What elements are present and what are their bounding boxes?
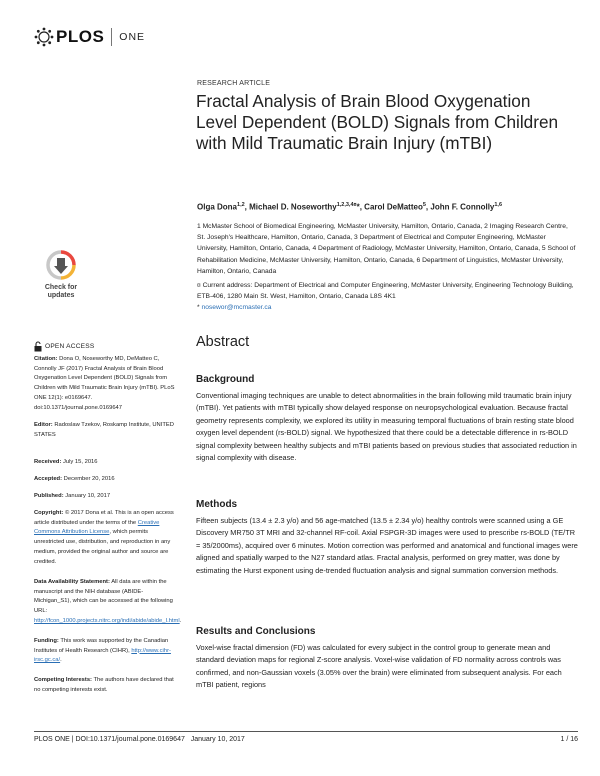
data-availability-label: Data Availability Statement: xyxy=(34,579,110,585)
citation-label: Citation: xyxy=(34,356,58,362)
current-address xyxy=(197,280,577,313)
background-heading: Background xyxy=(196,374,255,385)
check-for-updates-icon xyxy=(46,250,76,282)
author-sup: 1,2,3,4¤ xyxy=(336,202,357,208)
data-availability-end: . xyxy=(179,617,182,624)
footer-citation: PLOS ONE | DOI:10.1371/journal.pone.0169647 January 10, 2017 xyxy=(34,736,245,743)
background-paragraph: Conventional imaging techniques are unable to detect abnormalities in the brain following mild traumatic brain injury (mTBI). Yet patients with mTBI typically show delayed response on neuropsychological evaluation. Because fractal geometry represents complexity, we explored its utility in measuring temporal fluctuations of brain resting state blood oxygen level dependent (rs-BOLD) signal. We hypothesized that there could be a detectable difference in rs-BOLD signal complexity between healthy subjects and mTBI patients based on previous studies that associated reduction in signal complexity with disease. xyxy=(196,391,577,463)
open-lock-icon xyxy=(34,341,42,352)
open-access-text: OPEN ACCESS xyxy=(45,343,95,350)
data-availability-block xyxy=(34,578,182,627)
footer-divider xyxy=(34,731,578,732)
logo-text: PLOS xyxy=(56,27,105,46)
funding-label: Funding: xyxy=(34,638,59,644)
funding-text: This work was supported by the Canadian Institutes of Health Research (CIHR), xyxy=(34,638,169,654)
copyright-block xyxy=(34,509,179,567)
author-name: John F. Connolly xyxy=(430,202,495,212)
editor-block xyxy=(34,421,179,440)
plos-one-logo xyxy=(34,26,145,48)
citation-block xyxy=(34,355,179,413)
abstract-heading: Abstract xyxy=(196,334,250,350)
current-address-text: ¤ Current address: Department of Electrical and Computer Engineering, McMaster University, Engineering Technology Building, ETB-406, 1280 Main St. West, Hamilton, Ontario, Canada L8S 4K1 xyxy=(197,282,574,300)
received-date: July 15, 2016 xyxy=(63,459,98,465)
cihr-link[interactable]: http://www.cihr-irsc.gc.ca/ xyxy=(34,647,171,664)
published-label: Published: xyxy=(34,493,64,499)
open-access-label xyxy=(34,341,94,352)
editor-label: Editor: xyxy=(34,422,53,428)
author-corresponding: * xyxy=(356,202,360,212)
check-for-updates-label xyxy=(45,284,77,300)
logo-journal: ONE xyxy=(119,31,146,43)
corresponding-email-line xyxy=(197,302,577,313)
page-number: 1 / 16 xyxy=(560,736,578,743)
funding-block xyxy=(34,637,179,666)
funding-end: . xyxy=(60,657,62,664)
check-for-updates-badge[interactable] xyxy=(37,250,85,308)
author-sep: , xyxy=(244,202,250,212)
author-sep: , xyxy=(359,202,365,212)
data-url-link[interactable]: http://fcon_1000.projects.nitrc.org/indi/abide/abide_I.html xyxy=(34,617,180,624)
published-date: January 10, 2017 xyxy=(65,493,111,499)
copyright-text-end: , which permits unrestricted use, distribution, and reproduction in any medium, provided the original author and source are credited. xyxy=(34,529,171,565)
affiliations: 1 McMaster School of Biomedical Engineering, McMaster University, Hamilton, Ontario, Canada, 2 Imaging Research Centre, St. Joseph's Healthcare, Hamilton, Ontario, Canada, 3 Department of Electrical and Computer Engineering, McMaster University, Hamilton, Ontario, Canada, 4 Department of Radiology, McMaster University, Hamilton, Ontario, Canada, 5 School of Rehabilitation Medicine, McMaster University, Hamilton, Ontario, Canada, 6 Department of Linguistics, McMaster University, Hamilton, Ontario, Canada xyxy=(197,223,576,275)
received-block xyxy=(34,458,179,468)
logo-divider xyxy=(111,28,112,46)
plos-logo-mark-icon xyxy=(34,27,54,47)
corresponding-email-link[interactable]: nosewor@mcmaster.ca xyxy=(201,304,272,311)
published-block xyxy=(34,492,179,502)
author-list xyxy=(197,202,587,212)
article-title: Fractal Analysis of Brain Blood Oxygenation Level Dependent (BOLD) Signals from Children with Mild Traumatic Brain Injury (mTBI) xyxy=(196,91,559,153)
author-name: Michael D. Noseworthy xyxy=(249,202,337,212)
cfu-line1: Check for xyxy=(44,284,78,291)
copyright-label: Copyright: xyxy=(34,510,64,516)
methods-paragraph: Fifteen subjects (13.4 ± 2.3 y/o) and 56 age-matched (13.5 ± 2.34 y/o) healthy controls were scanned using a GE Discovery MR750 3T MRI and 32-channel RF-coil. Axial FSPGR-3D images were used to prescribe rs-BOLD (TE/TR = 35/2000ms), acquired over 6 minutes. Motion correction was performed and anatomical and functional images were aligned and spatially warped to the N27 standard atlas. Fractal analysis, performed on grey matter, was done by estimating the Hurst exponent using de-trended fluctuation analysis and signal summation conversion methods. xyxy=(196,516,578,575)
competing-interests-text: The authors have declared that no competing interests exist. xyxy=(34,677,174,693)
article-type: RESEARCH ARTICLE xyxy=(197,80,271,87)
email-prefix: * xyxy=(197,304,202,311)
results-heading: Results and Conclusions xyxy=(196,626,316,637)
author-name: Carol DeMatteo xyxy=(364,202,423,212)
author-sup: 1,6 xyxy=(494,202,503,208)
author-sup: 5 xyxy=(422,202,426,208)
accepted-block xyxy=(34,475,179,485)
author-name: Olga Dona xyxy=(197,202,238,212)
author-sep: , xyxy=(425,202,431,212)
competing-interests-block xyxy=(34,676,179,695)
results-paragraph: Voxel-wise fractal dimension (FD) was calculated for every subject in the control group to generate mean and standard deviation maps for regional Z-score analysis. Voxel-wise validation of FD normality across controls was confirmed, and non-Gaussian voxels (3.05% over the brain) were eliminated from subsequent analysis. For each mTBI patient, regions xyxy=(196,643,562,690)
author-sup: 1,2 xyxy=(237,202,245,208)
accepted-label: Accepted: xyxy=(34,476,63,482)
editor-text: Radoslaw Tzekov, Roskamp Institute, UNITED STATES xyxy=(34,422,174,438)
methods-heading: Methods xyxy=(196,499,238,510)
citation-text: Dona O, Noseworthy MD, DeMatteo C, Connolly JF (2017) Fractal Analysis of Brain Blood Oxygenation Level Dependent (BOLD) Signals from Children with Mild Traumatic Brain Injury (mTBI). PLoS ONE 12(1): e0169647. doi:10.1371/journal.pone.0169647 xyxy=(34,356,175,411)
competing-interests-label: Competing Interests: xyxy=(34,677,92,683)
cc-license-link[interactable]: Creative Commons Attribution License xyxy=(34,519,160,536)
received-label: Received: xyxy=(34,459,62,465)
accepted-date: December 20, 2016 xyxy=(63,476,115,482)
data-availability-text: All data are within the manuscript and the NIH database (ABIDE-Michigan_S1), which can be accessed at the following URL: xyxy=(34,579,173,615)
cfu-line2: updates xyxy=(47,292,75,299)
copyright-text: © 2017 Dona et al. This is an open access article distributed under the terms of the xyxy=(34,510,174,526)
